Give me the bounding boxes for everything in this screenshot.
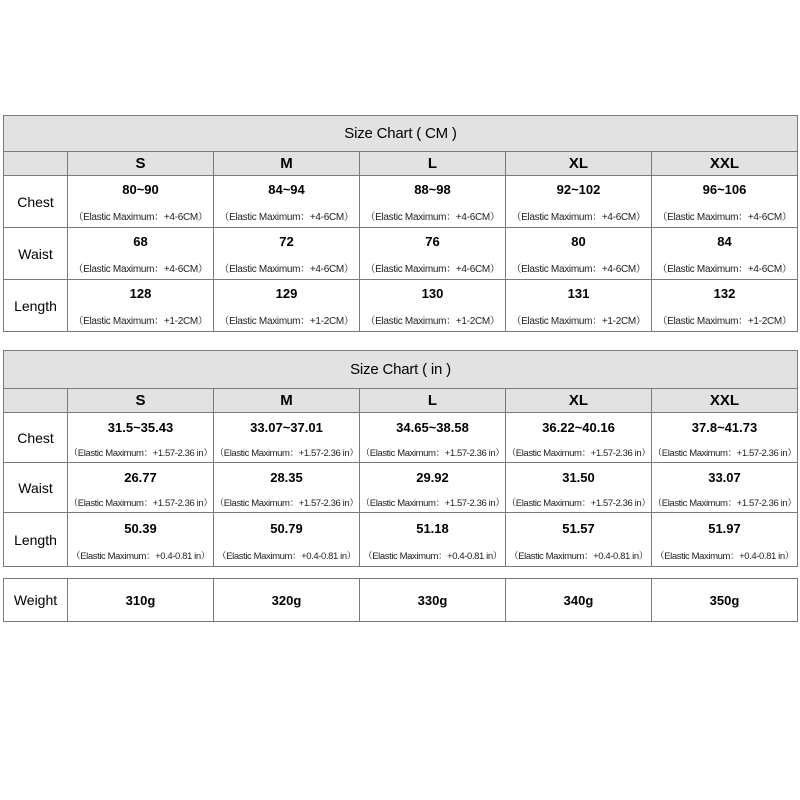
length-note-s: （Elastic Maximum：+1-2CM） xyxy=(68,308,214,332)
size-header-m: M xyxy=(214,389,360,413)
chest-note-s: （Elastic Maximum：+1.57-2.36 in） xyxy=(68,443,214,463)
weight-value-m: 320g xyxy=(214,579,360,622)
size-chart-in-table xyxy=(3,350,798,567)
weight-value-xl: 340g xyxy=(506,579,652,622)
weight-value-l: 330g xyxy=(360,579,506,622)
size-header-m: M xyxy=(214,152,360,176)
row-label-length: Length xyxy=(4,280,68,332)
header-corner-cell xyxy=(4,389,68,413)
chest-note-l: （Elastic Maximum：+1.57-2.36 in） xyxy=(360,443,506,463)
weight-value-s: 310g xyxy=(68,579,214,622)
size-header-l: L xyxy=(360,389,506,413)
waist-value-m: 28.35 xyxy=(214,463,360,493)
waist-value-xl: 31.50 xyxy=(506,463,652,493)
length-value-xl: 131 xyxy=(506,280,652,308)
length-note-s: （Elastic Maximum：+0.4-0.81 in） xyxy=(68,545,214,567)
chest-note-xxl: （Elastic Maximum：+1.57-2.36 in） xyxy=(652,443,798,463)
waist-value-s: 26.77 xyxy=(68,463,214,493)
waist-note-m: （Elastic Maximum：+1.57-2.36 in） xyxy=(214,493,360,513)
size-header-s: S xyxy=(68,152,214,176)
length-value-xxl: 132 xyxy=(652,280,798,308)
size-header-l: L xyxy=(360,152,506,176)
length-value-s: 50.39 xyxy=(68,513,214,545)
waist-value-xxl: 84 xyxy=(652,228,798,256)
size-header-xl: XL xyxy=(506,152,652,176)
length-value-m: 50.79 xyxy=(214,513,360,545)
waist-note-xl: （Elastic Maximum：+1.57-2.36 in） xyxy=(506,493,652,513)
weight-value-xxl: 350g xyxy=(652,579,798,622)
chest-value-xxl: 96~106 xyxy=(652,176,798,204)
chest-note-xl: （Elastic Maximum：+4-6CM） xyxy=(506,204,652,228)
row-label-waist: Waist xyxy=(4,228,68,280)
waist-note-s: （Elastic Maximum：+1.57-2.36 in） xyxy=(68,493,214,513)
length-value-xl: 51.57 xyxy=(506,513,652,545)
row-label-waist: Waist xyxy=(4,463,68,513)
size-header-xl: XL xyxy=(506,389,652,413)
waist-value-xl: 80 xyxy=(506,228,652,256)
chest-note-s: （Elastic Maximum：+4-6CM） xyxy=(68,204,214,228)
chest-note-xxl: （Elastic Maximum：+4-6CM） xyxy=(652,204,798,228)
chest-value-m: 33.07~37.01 xyxy=(214,413,360,443)
waist-value-xxl: 33.07 xyxy=(652,463,798,493)
chest-note-xl: （Elastic Maximum：+1.57-2.36 in） xyxy=(506,443,652,463)
length-note-xxl: （Elastic Maximum：+1-2CM） xyxy=(652,308,798,332)
length-value-s: 128 xyxy=(68,280,214,308)
size-header-s: S xyxy=(68,389,214,413)
chest-note-m: （Elastic Maximum：+1.57-2.36 in） xyxy=(214,443,360,463)
waist-note-l: （Elastic Maximum：+1.57-2.36 in） xyxy=(360,493,506,513)
length-note-m: （Elastic Maximum：+0.4-0.81 in） xyxy=(214,545,360,567)
chest-value-xl: 92~102 xyxy=(506,176,652,204)
waist-note-xxl: （Elastic Maximum：+1.57-2.36 in） xyxy=(652,493,798,513)
row-label-chest: Chest xyxy=(4,413,68,463)
size-header-xxl: XXL xyxy=(652,389,798,413)
chest-value-m: 84~94 xyxy=(214,176,360,204)
waist-note-xl: （Elastic Maximum：+4-6CM） xyxy=(506,256,652,280)
size-chart-in-title: Size Chart ( in ) xyxy=(4,351,798,389)
length-note-xl: （Elastic Maximum：+1-2CM） xyxy=(506,308,652,332)
waist-value-l: 29.92 xyxy=(360,463,506,493)
length-note-xl: （Elastic Maximum：+0.4-0.81 in） xyxy=(506,545,652,567)
chest-note-m: （Elastic Maximum：+4-6CM） xyxy=(214,204,360,228)
header-corner-cell xyxy=(4,152,68,176)
weight-table xyxy=(3,578,798,622)
chest-note-l: （Elastic Maximum：+4-6CM） xyxy=(360,204,506,228)
size-header-xxl: XXL xyxy=(652,152,798,176)
chest-value-l: 34.65~38.58 xyxy=(360,413,506,443)
waist-note-xxl: （Elastic Maximum：+4-6CM） xyxy=(652,256,798,280)
waist-value-l: 76 xyxy=(360,228,506,256)
chest-value-s: 31.5~35.43 xyxy=(68,413,214,443)
waist-value-m: 72 xyxy=(214,228,360,256)
size-chart-cm-table xyxy=(3,115,798,332)
size-chart-cm-title: Size Chart ( CM ) xyxy=(4,116,798,152)
chest-value-xl: 36.22~40.16 xyxy=(506,413,652,443)
length-value-m: 129 xyxy=(214,280,360,308)
length-note-m: （Elastic Maximum：+1-2CM） xyxy=(214,308,360,332)
length-value-l: 130 xyxy=(360,280,506,308)
row-label-length: Length xyxy=(4,513,68,567)
waist-note-m: （Elastic Maximum：+4-6CM） xyxy=(214,256,360,280)
length-note-l: （Elastic Maximum：+1-2CM） xyxy=(360,308,506,332)
waist-note-s: （Elastic Maximum：+4-6CM） xyxy=(68,256,214,280)
waist-value-s: 68 xyxy=(68,228,214,256)
waist-note-l: （Elastic Maximum：+4-6CM） xyxy=(360,256,506,280)
length-value-xxl: 51.97 xyxy=(652,513,798,545)
length-note-l: （Elastic Maximum：+0.4-0.81 in） xyxy=(360,545,506,567)
chest-value-xxl: 37.8~41.73 xyxy=(652,413,798,443)
chest-value-l: 88~98 xyxy=(360,176,506,204)
row-label-weight: Weight xyxy=(4,579,68,622)
length-note-xxl: （Elastic Maximum：+0.4-0.81 in） xyxy=(652,545,798,567)
row-label-chest: Chest xyxy=(4,176,68,228)
length-value-l: 51.18 xyxy=(360,513,506,545)
chest-value-s: 80~90 xyxy=(68,176,214,204)
